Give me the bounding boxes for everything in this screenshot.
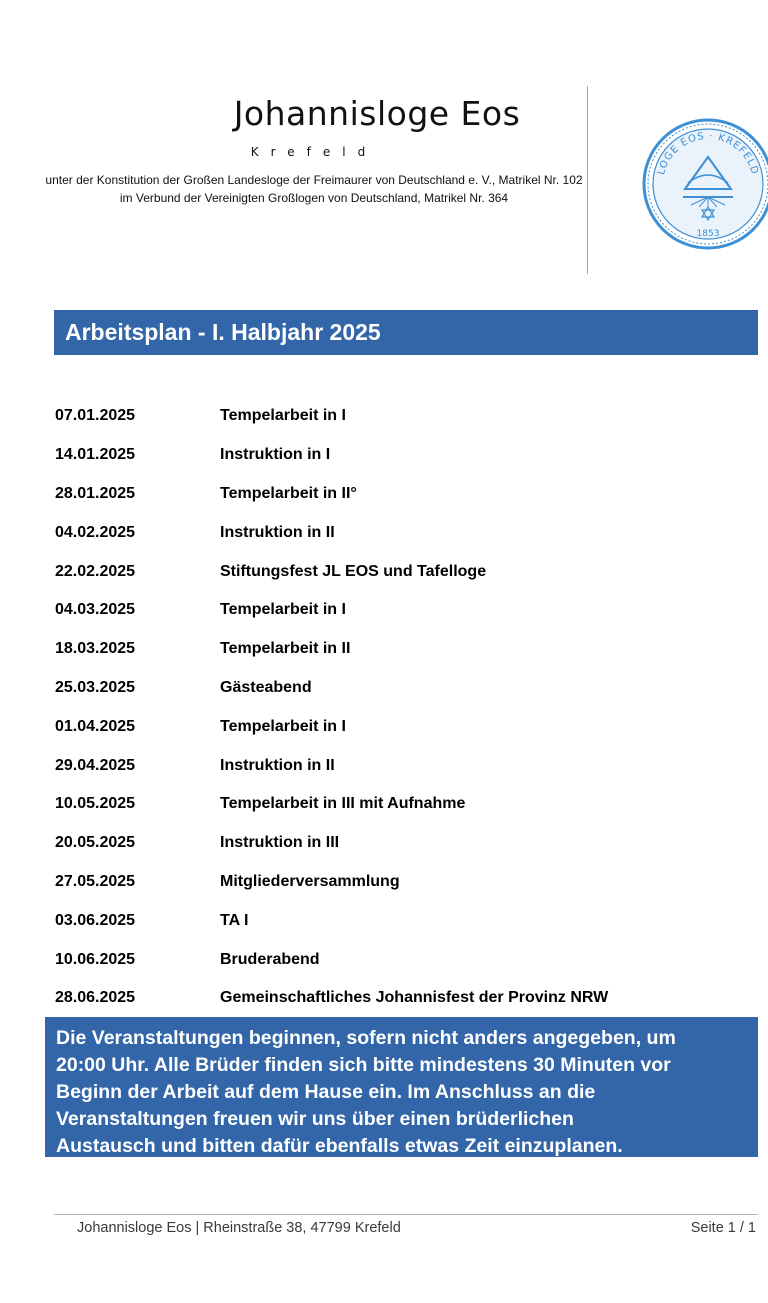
schedule-event: Tempelarbeit in I (220, 717, 346, 735)
list-item (55, 513, 755, 552)
list-item (55, 746, 755, 785)
schedule-event: Tempelarbeit in III mit Aufnahme (220, 795, 466, 813)
notice-line: Veranstaltungen freuen wir uns über einen brüderlichen (56, 1108, 574, 1130)
list-item (55, 863, 755, 902)
list-item (55, 591, 755, 630)
schedule-date: 28.01.2025 (55, 484, 136, 502)
schedule-event: Instruktion in I (220, 446, 331, 464)
list-item (55, 940, 755, 979)
schedule-event: Instruktion in III (220, 834, 340, 852)
lodge-seal-icon (641, 117, 768, 251)
schedule-date: 29.04.2025 (55, 756, 136, 774)
schedule-event: Gästeabend (220, 678, 312, 696)
list-item (55, 436, 755, 475)
list-item (55, 630, 755, 669)
schedule-event: Bruderabend (220, 950, 320, 968)
schedule-date: 04.02.2025 (55, 523, 136, 541)
footer-address: Johannisloge Eos | Rheinstraße 38, 47799 Krefeld (77, 1220, 401, 1236)
schedule-date: 25.03.2025 (55, 678, 136, 696)
list-item (55, 475, 755, 514)
schedule-event: Tempelarbeit in II° (220, 484, 357, 502)
notice-line: Austausch und bitten dafür ebenfalls etwas Zeit einzuplanen. (56, 1135, 623, 1157)
schedule-date: 18.03.2025 (55, 640, 136, 658)
list-item (55, 785, 755, 824)
plan-banner (54, 310, 758, 355)
footer-page-number: Seite 1 / 1 (690, 1220, 756, 1236)
schedule-event: TA I (220, 911, 249, 929)
constitution-line-1: unter der Konstitution der Großen Landesloge der Freimaurer von Deutschland e. V., Matrikel Nr. 102 (45, 173, 583, 187)
schedule-date: 03.06.2025 (55, 911, 136, 929)
list-item (55, 979, 755, 1018)
list-item (55, 552, 755, 591)
schedule-date: 22.02.2025 (55, 562, 136, 580)
schedule-date: 14.01.2025 (55, 446, 136, 464)
schedule-event: Tempelarbeit in I (220, 601, 346, 619)
schedule-date: 01.04.2025 (55, 717, 136, 735)
notice-line: Die Veranstaltungen beginnen, sofern nicht anders angegeben, um (56, 1027, 676, 1049)
schedule-event: Tempelarbeit in II (220, 640, 351, 658)
schedule-event: Gemeinschaftliches Johannisfest der Provinz NRW (220, 989, 609, 1007)
notice-line: 20:00 Uhr. Alle Brüder finden sich bitte mindestens 30 Minuten vor (56, 1054, 671, 1076)
list-item (55, 824, 755, 863)
notice-line: Beginn der Arbeit auf dem Hause ein. Im Anschluss an die (56, 1081, 596, 1103)
schedule-date: 10.06.2025 (55, 950, 136, 968)
lodge-title: Johannisloge Eos (233, 94, 521, 133)
schedule-event: Instruktion in II (220, 523, 335, 541)
schedule-event: Stiftungsfest JL EOS und Tafelloge (220, 562, 487, 580)
seal-year: 1853 (696, 229, 720, 239)
schedule-date: 20.05.2025 (55, 834, 136, 852)
schedule-date: 07.01.2025 (55, 407, 136, 425)
schedule-date: 27.05.2025 (55, 872, 136, 890)
constitution-block (0, 171, 628, 207)
lodge-city: Krefeld (250, 145, 378, 159)
footer-divider (54, 1214, 758, 1215)
header-divider (587, 86, 588, 274)
schedule-event: Tempelarbeit in I (220, 407, 346, 425)
schedule-event: Instruktion in II (220, 756, 335, 774)
schedule-list (55, 397, 755, 1018)
list-item (55, 397, 755, 436)
plan-title: Arbeitsplan - I. Halbjahr 2025 (65, 319, 381, 345)
list-item (55, 669, 755, 708)
schedule-date: 28.06.2025 (55, 989, 136, 1007)
list-item (55, 707, 755, 746)
list-item (55, 901, 755, 940)
constitution-line-2: im Verbund der Vereinigten Großlogen von Deutschland, Matrikel Nr. 364 (119, 191, 509, 205)
notice-box (45, 1017, 758, 1157)
seal-text: LOGE EOS · KREFELD (656, 130, 761, 177)
schedule-date: 10.05.2025 (55, 795, 136, 813)
schedule-event: Mitgliederversammlung (220, 872, 400, 890)
schedule-date: 04.03.2025 (55, 601, 136, 619)
